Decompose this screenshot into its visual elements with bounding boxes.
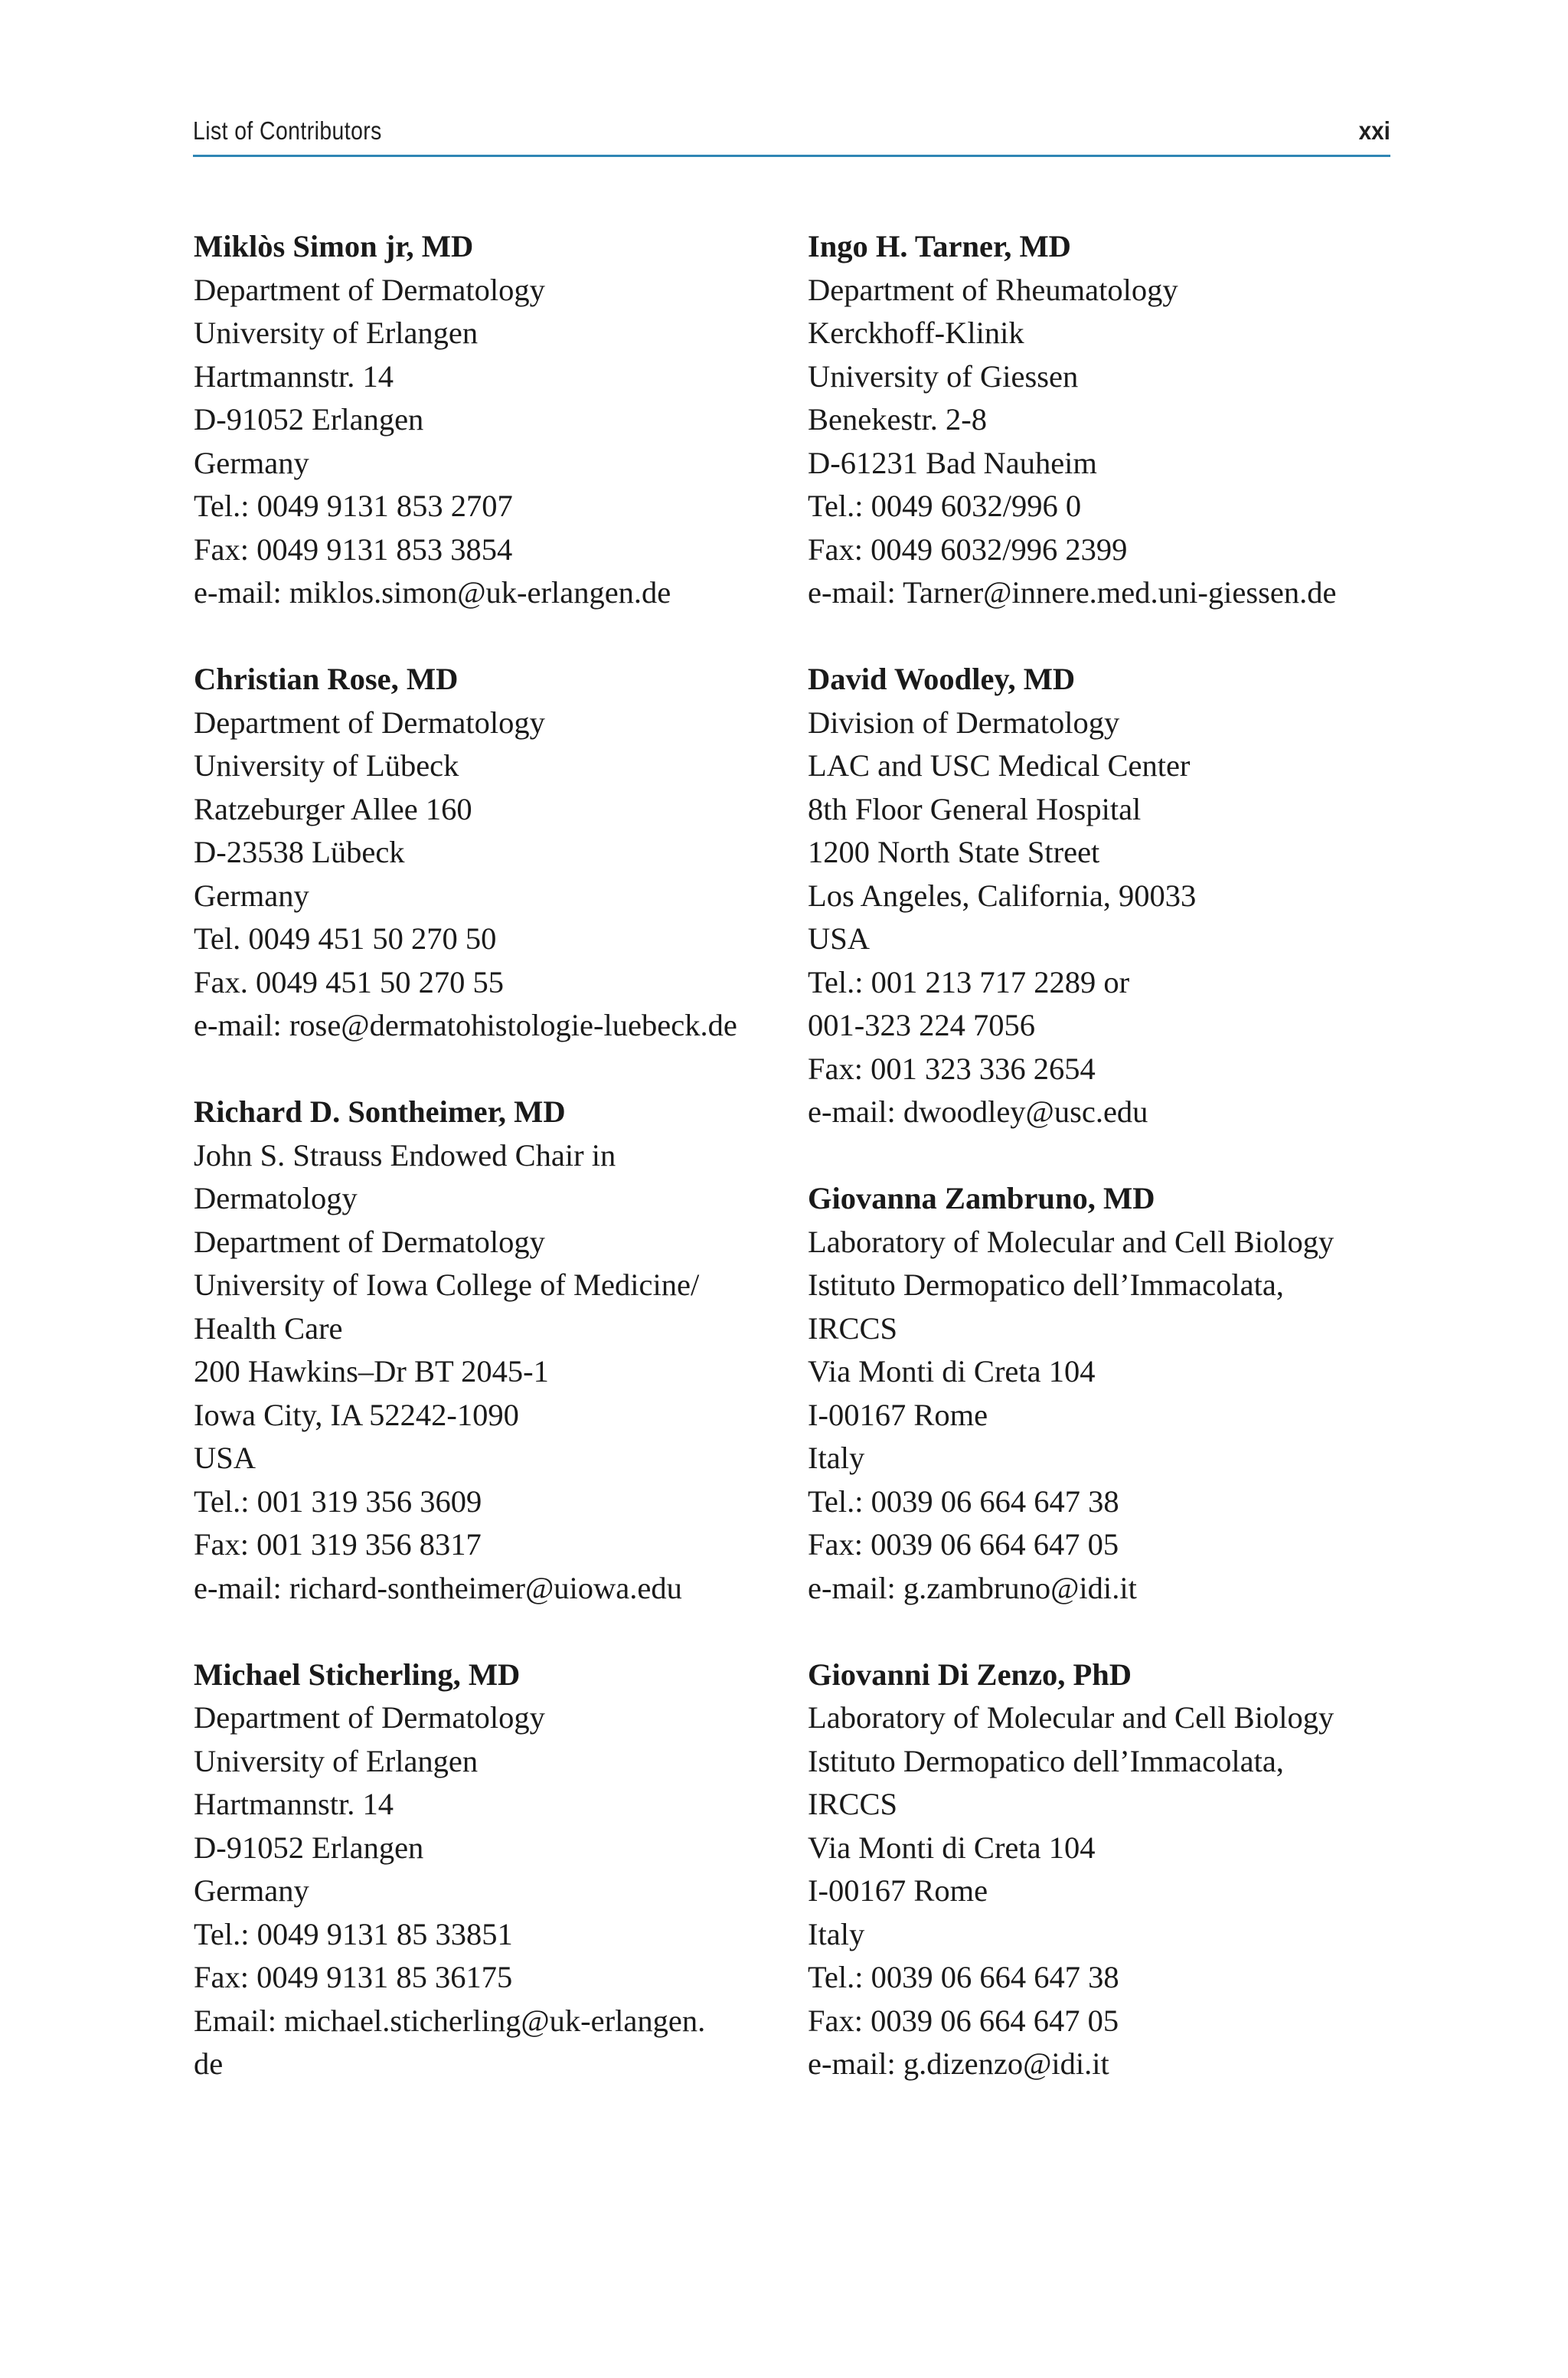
contributor-address-line: e-mail: rose@dermatohistologie-luebeck.de	[194, 1008, 737, 1042]
contributor-address-line: IRCCS	[808, 1310, 898, 1346]
contributor-entry-giovanni-di-zenzo-phd	[808, 1653, 1420, 2086]
contributor-name: Miklòs Simon jr, MD	[194, 229, 474, 263]
contributor-address-line: Hartmannstr. 14	[194, 358, 394, 394]
contributor-address-line: Fax: 0039 06 664 647 05	[808, 1527, 1119, 1562]
contributor-address-line: Health Care	[194, 1310, 343, 1346]
contributor-entry-michael-sticherling-md	[194, 1653, 806, 2086]
contributors-right-column	[808, 225, 1420, 2129]
contributor-address-line: Department of Rheumatology	[808, 272, 1178, 307]
contributor-address-line: e-mail: dwoodley@usc.edu	[808, 1094, 1148, 1129]
contributor-name: Ingo H. Tarner, MD	[808, 229, 1071, 263]
contributor-address-line: Department of Dermatology	[194, 1224, 545, 1259]
contributor-address-line: e-mail: richard-sontheimer@uiowa.edu	[194, 1570, 682, 1605]
contributor-address-line: Fax. 0049 451 50 270 55	[194, 964, 504, 999]
contributor-address-line: University of Giessen	[808, 358, 1079, 394]
contributor-address-line: Tel.: 001 213 717 2289 or	[808, 964, 1130, 999]
contributor-address-line: D-23538 Lübeck	[194, 835, 405, 869]
running-head	[193, 107, 1390, 157]
contributors-left-column	[194, 225, 806, 2129]
contributor-address-line: Tel. 0049 451 50 270 50	[194, 921, 497, 956]
contributor-address-line: Italy	[808, 1441, 865, 1475]
contributor-address-line: de	[194, 2046, 224, 2081]
contributor-address-line: Benekestr. 2-8	[808, 402, 987, 437]
contributor-address-line: I-00167 Rome	[808, 1873, 988, 1908]
contributor-address-line: 1200 North State Street	[808, 835, 1100, 869]
contributor-address-line: University of Iowa College of Medicine/	[194, 1268, 700, 1302]
contributor-address-line: e-mail: Tarner@innere.med.uni-giessen.de	[808, 575, 1337, 610]
contributor-address-line: Ratzeburger Allee 160	[194, 791, 472, 826]
contributor-address-line: Hartmannstr. 14	[194, 1787, 394, 1821]
contributor-address-line: D-91052 Erlangen	[194, 1830, 424, 1865]
contributor-address-line: e-mail: g.zambruno@idi.it	[808, 1570, 1137, 1605]
contributor-address-line: University of Erlangen	[194, 316, 479, 350]
contributor-address-line: D-91052 Erlangen	[194, 402, 424, 437]
contributor-address-line: University of Lübeck	[194, 748, 459, 783]
contributor-address-line: Istituto Dermopatico dell’Immacolata,	[808, 1743, 1284, 1778]
contributor-address-line: Laboratory of Molecular and Cell Biology	[808, 1224, 1334, 1259]
contributor-address-line: Department of Dermatology	[194, 705, 545, 740]
contributor-address-line: Kerckhoff-Klinik	[808, 316, 1024, 350]
contributor-address-line: Fax: 0039 06 664 647 05	[808, 2003, 1119, 2038]
contributor-address-line: D-61231 Bad Nauheim	[808, 445, 1097, 480]
contributor-address-line: Italy	[808, 1916, 865, 1951]
contributor-address-line: LAC and USC Medical Center	[808, 748, 1191, 783]
contributor-address-line: Germany	[194, 1873, 309, 1908]
contributor-entry-mikl-s-simon-jr-md	[194, 225, 806, 615]
page-number: xxi	[1358, 116, 1390, 145]
contributor-address-line: Los Angeles, California, 90033	[808, 878, 1197, 913]
contributor-address-line: Tel.: 0049 9131 853 2707	[194, 489, 513, 523]
contributor-address-line: Division of Dermatology	[808, 705, 1120, 740]
contributor-address-line: USA	[808, 921, 871, 956]
contributor-address-line: John S. Strauss Endowed Chair in	[194, 1137, 616, 1173]
contributor-name: Giovanna Zambruno, MD	[808, 1181, 1155, 1215]
contributor-address-line: Dermatology	[194, 1181, 358, 1215]
contributor-address-line: Fax: 0049 9131 853 3854	[194, 532, 513, 567]
contributor-address-line: e-mail: miklos.simon@uk-erlangen.de	[194, 575, 671, 610]
contributor-entry-david-woodley-md	[808, 658, 1420, 1134]
contributor-address-line: Laboratory of Molecular and Cell Biology	[808, 1700, 1334, 1735]
contributor-address-line: 200 Hawkins–Dr BT 2045-1	[194, 1354, 549, 1389]
contributor-address-line: University of Erlangen	[194, 1743, 479, 1778]
contributor-address-line: Tel.: 0049 6032/996 0	[808, 489, 1082, 523]
contributor-address-line: Fax: 001 319 356 8317	[194, 1527, 482, 1562]
contributor-address-line: IRCCS	[808, 1787, 898, 1821]
contributor-address-line: e-mail: g.dizenzo@idi.it	[808, 2046, 1109, 2081]
contributor-address-line: Tel.: 001 319 356 3609	[194, 1483, 482, 1519]
contributor-name: Christian Rose, MD	[194, 662, 459, 696]
contributor-address-line: Germany	[194, 878, 309, 913]
contributor-address-line: Department of Dermatology	[194, 272, 545, 307]
contributor-address-line: Via Monti di Creta 104	[808, 1830, 1096, 1865]
contributor-address-line: Istituto Dermopatico dell’Immacolata,	[808, 1268, 1284, 1302]
contributor-address-line: 001-323 224 7056	[808, 1008, 1035, 1042]
contributor-address-line: I-00167 Rome	[808, 1397, 988, 1432]
contributor-address-line: USA	[194, 1441, 256, 1475]
contributor-address-line: Iowa City, IA 52242-1090	[194, 1397, 519, 1432]
contributor-address-line: Tel.: 0049 9131 85 33851	[194, 1916, 513, 1951]
contributor-address-line: Fax: 0049 6032/996 2399	[808, 532, 1128, 567]
contributor-entry-christian-rose-md	[194, 658, 806, 1048]
contributor-name: Michael Sticherling, MD	[194, 1657, 521, 1692]
contributor-name: Giovanni Di Zenzo, PhD	[808, 1657, 1132, 1692]
contributor-address-line: Tel.: 0039 06 664 647 38	[808, 1483, 1119, 1519]
contributor-entry-ingo-h-tarner-md	[808, 225, 1420, 615]
contributor-entry-richard-d-sontheimer-md	[194, 1091, 806, 1610]
contributor-address-line: Tel.: 0039 06 664 647 38	[808, 1960, 1119, 1994]
contributor-entry-giovanna-zambruno-md	[808, 1177, 1420, 1610]
contributor-name: David Woodley, MD	[808, 662, 1076, 696]
contributor-address-line: Fax: 0049 9131 85 36175	[194, 1960, 513, 1994]
contributor-address-line: Germany	[194, 445, 309, 480]
contributor-address-line: 8th Floor General Hospital	[808, 791, 1142, 826]
running-head-title: List of Contributors	[193, 116, 382, 145]
contributor-address-line: Fax: 001 323 336 2654	[808, 1051, 1096, 1086]
contributor-address-line: Department of Dermatology	[194, 1700, 545, 1735]
contributor-address-line: Via Monti di Creta 104	[808, 1354, 1096, 1389]
contributor-address-line: Email: michael.sticherling@uk-erlangen.	[194, 2003, 706, 2038]
contributor-name: Richard D. Sontheimer, MD	[194, 1094, 566, 1129]
